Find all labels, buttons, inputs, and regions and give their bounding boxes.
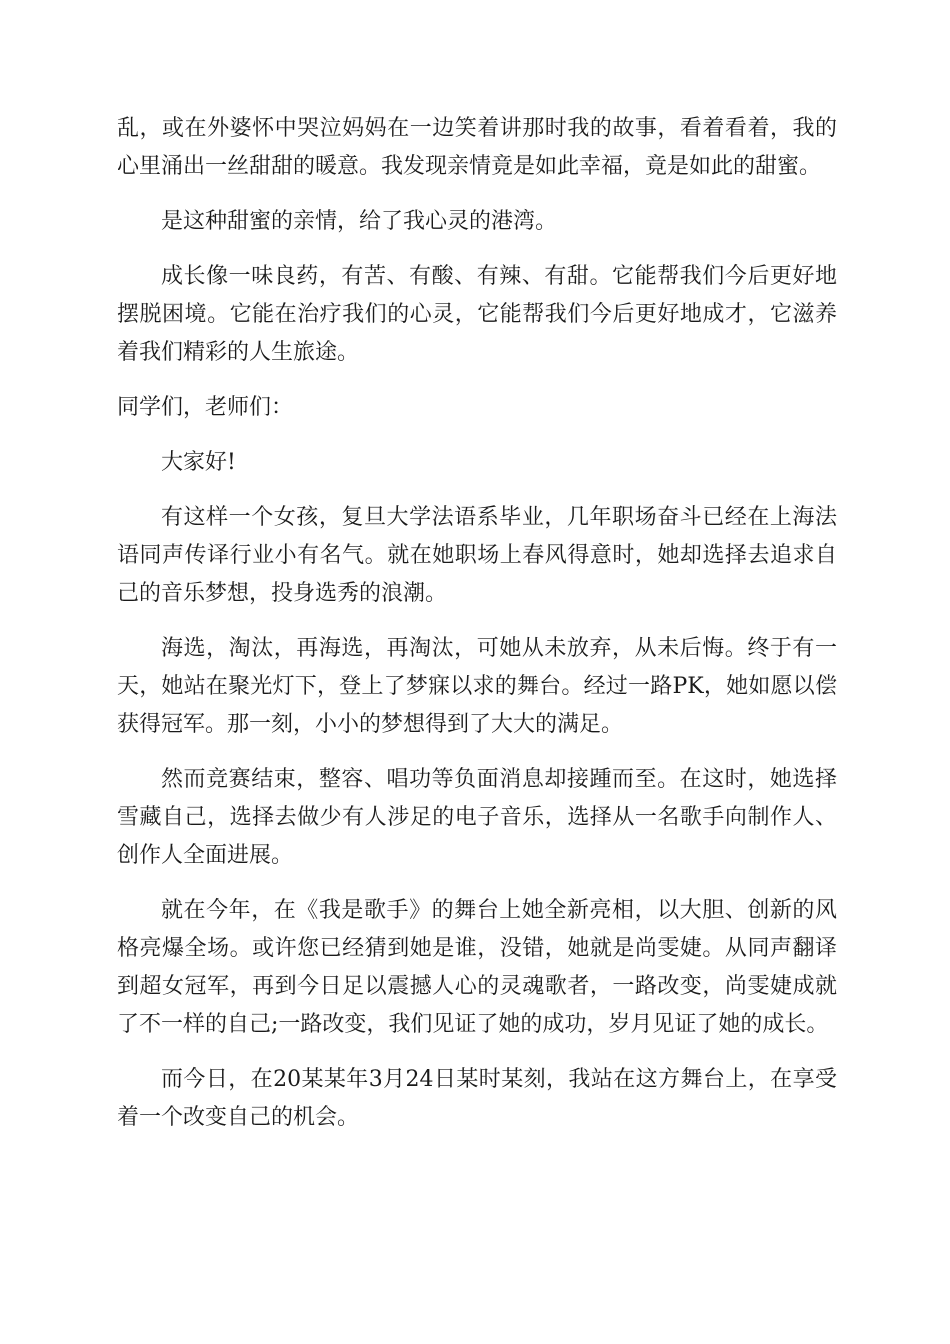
paragraph-10: 而今日，在20某某年3月24日某时某刻，我站在这方舞台上，在享受着一个改变自己的机会。 — [117, 1067, 837, 1130]
greeting: 大家好! — [161, 450, 236, 475]
paragraph-3: 成长像一味良药，有苦、有酸、有辣、有甜。它能帮我们今后更好地摆脱困境。它能在治疗我们的心灵，它能帮我们今后更好地成才，它滋养着我们精彩的人生旅途。 — [117, 264, 837, 365]
paragraph-2: 是这种甜蜜的亲情，给了我心灵的港湾。 — [161, 209, 558, 234]
paragraph-9: 就在今年，在《我是歌手》的舞台上她全新亮相，以大胆、创新的风格亮爆全场。或许您已经猜到她是谁，没错，她就是尚雯婕。从同声翻译到超女冠军，再到今日足以震撼人心的灵魂歌者，一路改变，尚雯婕成就了不一样的自己;一路改变，我们见证了她的成功，岁月见证了她的成长。 — [117, 898, 837, 1037]
paragraph-7: 海选，淘汰，再海选，再淘汰，可她从未放弃，从未后悔。终于有一天，她站在聚光灯下，登上了梦寐以求的舞台。经过一路PK，她如愿以偿获得冠军。那一刻，小小的梦想得到了大大的满足。 — [117, 636, 837, 737]
paragraph-8: 然而竞赛结束，整容、唱功等负面消息却接踵而至。在这时，她选择雪藏自己，选择去做少有人涉足的电子音乐，选择从一名歌手向制作人、创作人全面进展。 — [117, 767, 837, 868]
paragraph-1: 乱，或在外婆怀中哭泣妈妈在一边笑着讲那时我的故事，看着看着，我的心里涌出一丝甜甜的暖意。我发现亲情竟是如此幸福，竟是如此的甜蜜。 — [117, 116, 837, 179]
document-body — [117, 110, 837, 1154]
salutation: 同学们，老师们： — [117, 395, 294, 420]
paragraph-6: 有这样一个女孩，复旦大学法语系毕业，几年职场奋斗已经在上海法语同声传译行业小有名气。就在她职场上春风得意时，她却选择去追求自己的音乐梦想，投身选秀的浪潮。 — [117, 505, 837, 606]
